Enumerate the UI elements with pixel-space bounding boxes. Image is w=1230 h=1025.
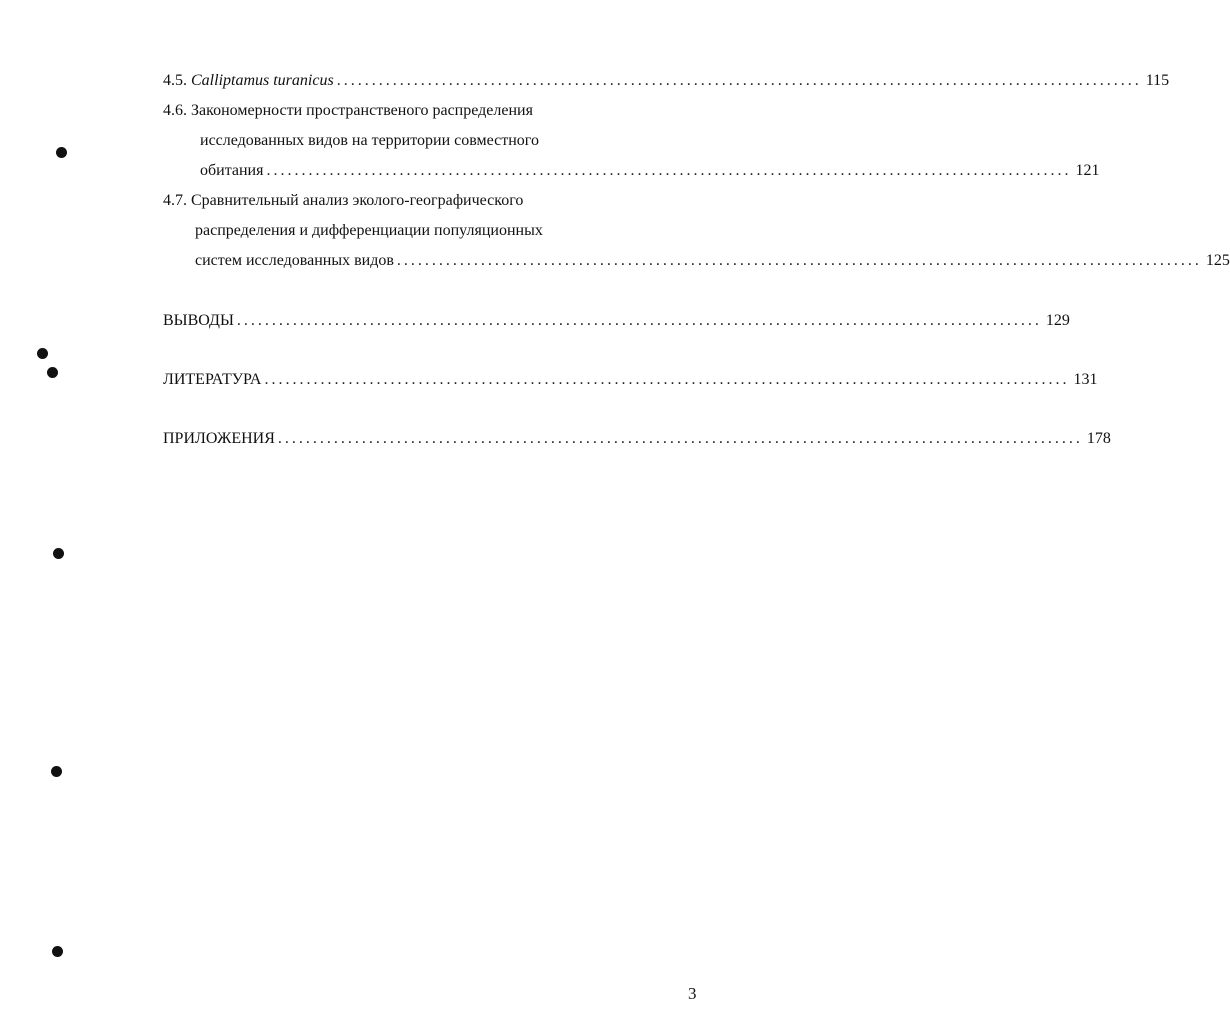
toc-entry-conclusions	[163, 311, 1070, 331]
toc-entry-title	[163, 71, 334, 91]
dot-leader: ...................................................................................................................	[236, 312, 1042, 329]
page-number: 3	[688, 984, 697, 1003]
toc-entry-title: ВЫВОДЫ	[163, 312, 234, 329]
toc-entry-number: 4.5.	[163, 72, 187, 89]
dot-leader: ...................................................................................................................	[264, 371, 1070, 388]
punch-hole-mark	[53, 548, 64, 559]
toc-entry-number: 4.7.	[163, 192, 187, 209]
toc-entry-title-italic: Calliptamus turanicus	[191, 72, 334, 89]
toc-entry-title: Сравнительный анализ эколого-географического	[191, 192, 524, 209]
dot-leader: ...................................................................................................................	[336, 72, 1142, 89]
punch-hole-mark	[51, 766, 62, 777]
toc-entry-literature	[163, 370, 1098, 390]
toc-entry-title: обитания	[200, 162, 264, 179]
toc-page-number: 115	[1145, 72, 1170, 89]
punch-hole-mark	[37, 348, 48, 359]
dot-leader: ...................................................................................................................	[277, 430, 1083, 447]
toc-entry-title: ЛИТЕРАТУРА	[163, 371, 262, 388]
dot-leader: ...................................................................................................................	[266, 162, 1072, 179]
toc-entry-4-6-line2: исследованных видов на территории совместного	[200, 132, 539, 149]
toc-entry-number: 4.6.	[163, 102, 187, 119]
punch-hole-mark	[52, 946, 63, 957]
toc-entry-4-5	[163, 71, 1170, 91]
toc-entry-4-7-line2: распределения и дифференциации популяционных	[195, 222, 543, 239]
punch-hole-mark	[56, 147, 67, 158]
toc-page-number: 121	[1075, 162, 1100, 179]
toc-entry-4-7-line1	[163, 191, 523, 211]
toc-page-number: 131	[1073, 371, 1098, 388]
toc-page-number: 178	[1086, 430, 1111, 447]
toc-entry-appendices	[163, 429, 1111, 449]
toc-entry-title: Закономерности пространственого распределения	[191, 102, 533, 119]
toc-entry-4-6-line3	[200, 161, 1100, 181]
toc-entry-4-7-line3	[195, 251, 1230, 271]
punch-hole-mark	[47, 367, 58, 378]
toc-page-number: 129	[1045, 312, 1070, 329]
toc-page-number: 125	[1205, 252, 1230, 269]
toc-entry-4-6-line1	[163, 101, 533, 121]
dot-leader: ...................................................................................................................	[396, 252, 1202, 269]
toc-entry-title: ПРИЛОЖЕНИЯ	[163, 430, 275, 447]
toc-entry-title: систем исследованных видов	[195, 252, 394, 269]
